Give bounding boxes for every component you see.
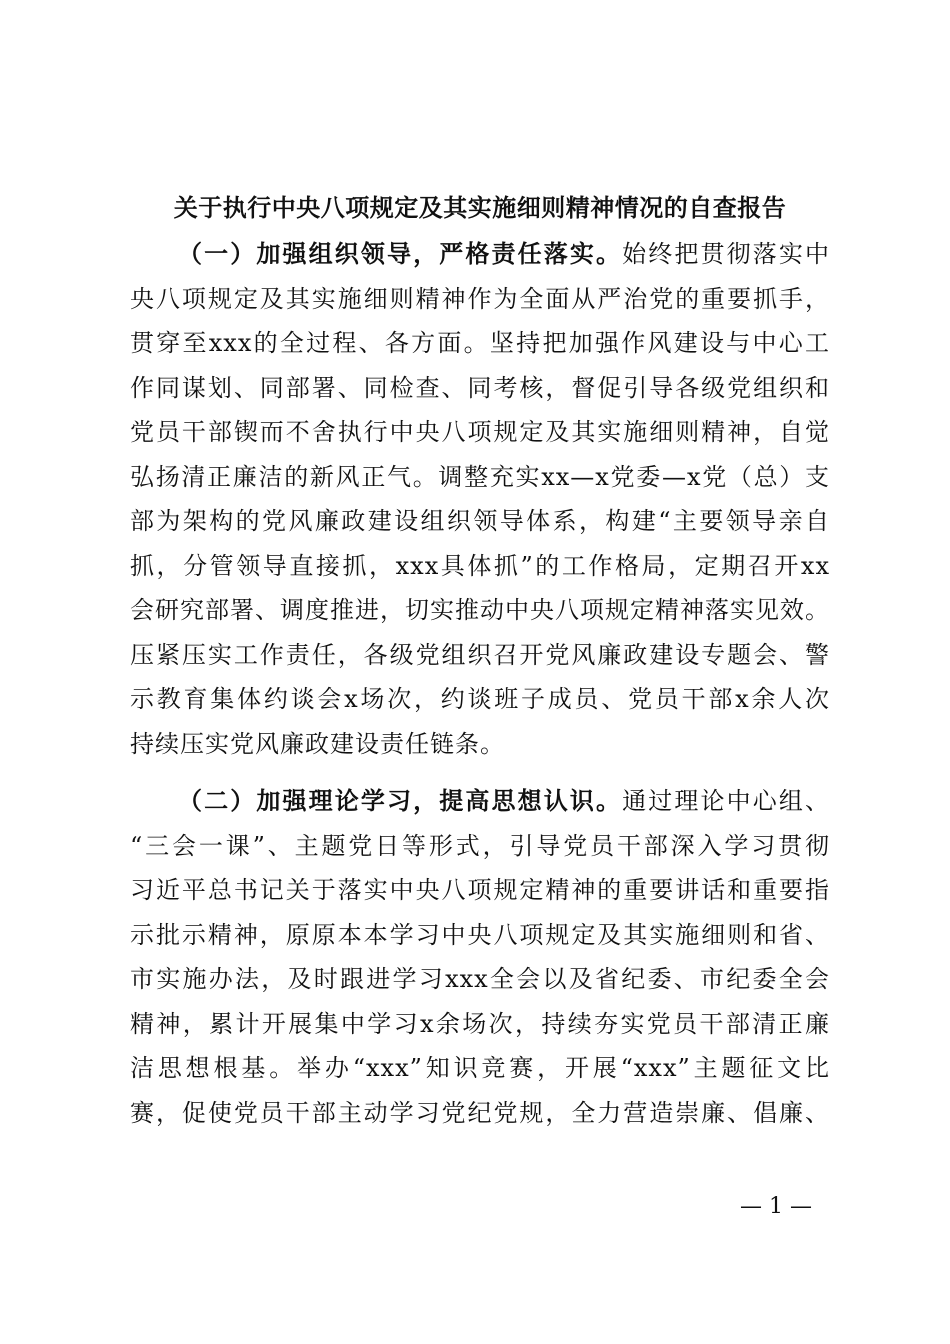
paragraph-line: 部为架构的党风廉政建设组织领导体系，构建“主要领导亲自	[130, 507, 830, 535]
paragraph-text: 始终把贯彻落实中	[622, 240, 830, 268]
document-title: 关于执行中央八项规定及其实施细则精神情况的自查报告	[173, 193, 787, 222]
paragraph-line: 示教育集体约谈会x场次，约谈班子成员、党员干部x余人次	[130, 685, 830, 713]
paragraph-line: 央八项规定及其实施细则精神作为全面从严治党的重要抓手，	[130, 284, 830, 313]
paragraph-line: 持续压实党风廉政建设责任链条。	[130, 729, 505, 758]
paragraph-line	[130, 779, 830, 824]
paragraph-line: 抓，分管领导直接抓，xxx具体抓”的工作格局，定期召开xx	[130, 551, 830, 580]
paragraph-line: 精神，累计开展集中学习x余场次，持续夯实党员干部清正廉	[130, 1009, 830, 1038]
section-heading: （二）加强理论学习，提高思想认识。	[178, 786, 623, 815]
section-heading: （一）加强组织领导，严格责任落实。	[178, 239, 623, 268]
paragraph-line: 作同谋划、同部署、同检查、同考核，督促引导各级党组织和	[130, 373, 830, 402]
paragraph-gap	[130, 766, 830, 779]
paragraph-line: 贯穿至xxx的全过程、各方面。坚持把加强作风建设与中心工	[130, 329, 830, 357]
paragraph-line: 压紧压实工作责任，各级党组织召开党风廉政建设专题会、警	[130, 640, 830, 669]
paragraph-line: “三会一课”、主题党日等形式，引导党员干部深入学习贯彻	[130, 831, 830, 860]
page-number: — 1 —	[740, 1194, 812, 1219]
paragraph-text: 通过理论中心组、	[622, 787, 830, 815]
paragraph-line: 洁思想根基。举办“xxx”知识竞赛，开展“xxx”主题征文比	[130, 1054, 830, 1082]
paragraph-line: 市实施办法，及时跟进学习xxx全会以及省纪委、市纪委全会	[130, 965, 830, 993]
paragraph-line: 会研究部署、调度推进，切实推动中央八项规定精神落实见效。	[130, 596, 830, 624]
paragraph-line: 弘扬清正廉洁的新风正气。调整充实xx—x党委—x党（总）支	[130, 462, 830, 491]
paragraph-line	[130, 232, 830, 277]
document-body	[130, 232, 830, 1135]
paragraph-line: 赛，促使党员干部主动学习党纪党规，全力营造崇廉、倡廉、	[130, 1098, 830, 1127]
paragraph-line: 习近平总书记关于落实中央八项规定精神的重要讲话和重要指	[130, 876, 830, 904]
paragraph-line: 党员干部锲而不舍执行中央八项规定及其实施细则精神，自觉	[130, 418, 830, 446]
paragraph-line: 示批示精神，原原本本学习中央八项规定及其实施细则和省、	[130, 920, 830, 949]
